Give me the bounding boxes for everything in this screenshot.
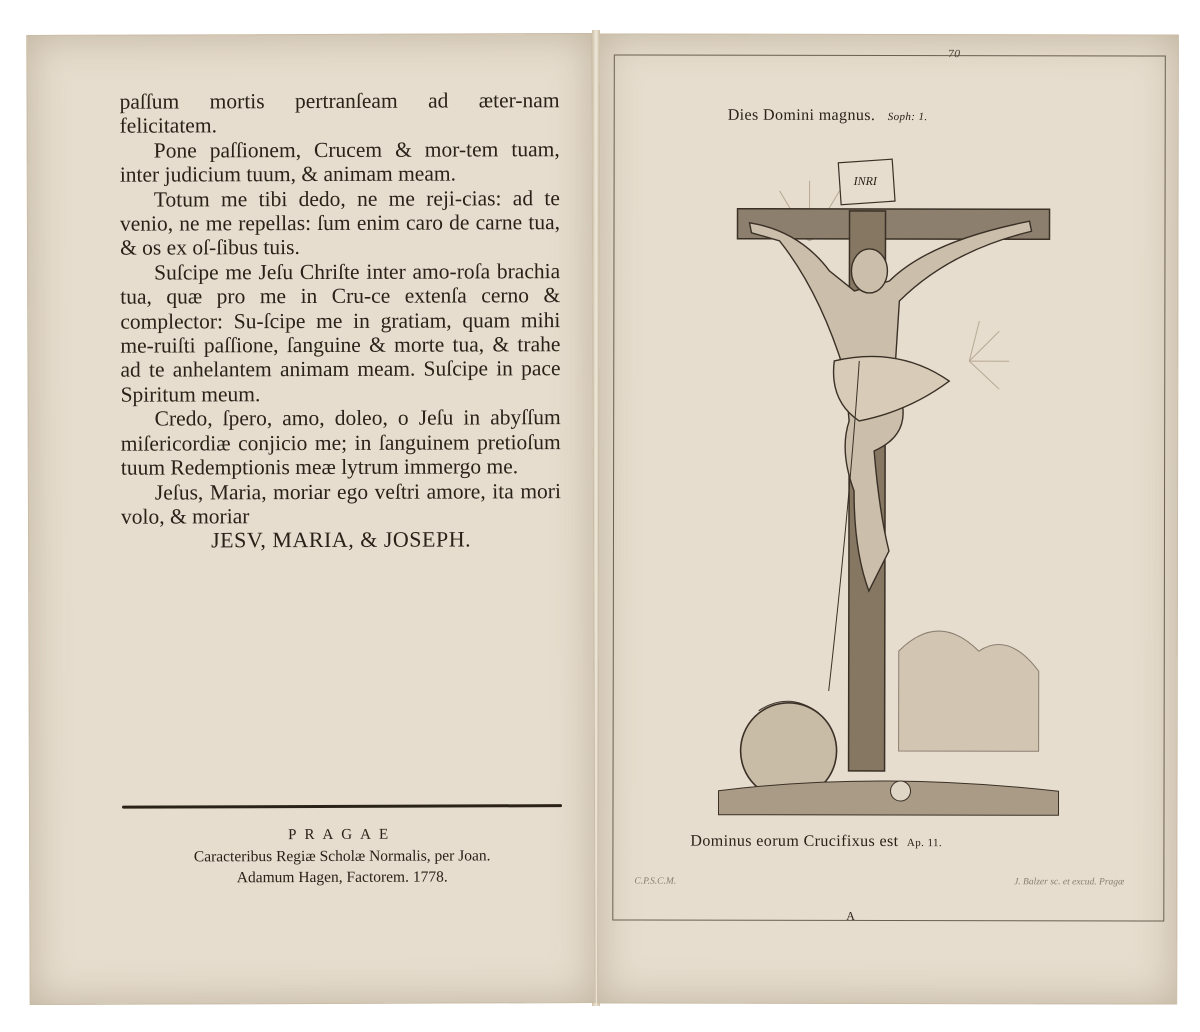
caption-top-ref: Soph: 1. <box>887 110 928 124</box>
christ-figure <box>749 221 1032 591</box>
paragraph-6: Jeſus, Maria, moriar ego veſtri amore, ita mori volo, & moriar <box>120 478 561 529</box>
closing-line: JESV, MARIA, & JOSEPH. <box>211 526 472 553</box>
engraver-signatures <box>634 877 1124 888</box>
caption-top <box>728 107 1108 126</box>
paragraph-3: Totum me tibi dedo, ne me reji-cias: ad te venio, ne me repellas: ſum enim caro de carne tua, & os ex oſ-ſibus tuis. <box>119 185 561 261</box>
caption-top-text: Dies Domini magnus. <box>727 106 876 124</box>
paragraph-4: Suſcipe me Jeſu Chriſte inter amo-roſa brachia tua, quæ pro me in Cru-ce extenſa cerno & complector: Su-ſcipe me in gratiam, quam mihi me-ruiſti paſſione, ſanguine & morte tua, & trahe ad te anhelantem animam meam. Suſcipe in pace Spiritum meum. <box>120 258 561 407</box>
skull <box>891 781 911 801</box>
caption-bottom-text: Dominus eorum Crucifixus est <box>690 832 899 851</box>
imprint-line-1: Caracteribus Regiæ Scholæ Normalis, per Joan. <box>193 847 491 866</box>
page-number: 70 <box>947 49 961 61</box>
inri-text: INRI <box>853 173 877 188</box>
prayer-text <box>120 88 562 553</box>
signature-left: C.P.S.C.M. <box>634 876 677 887</box>
background-landscape <box>899 631 1039 751</box>
crucifixion-engraving <box>678 131 1099 822</box>
caption-bottom <box>690 833 1110 852</box>
imprint-city: PRAGAE <box>288 826 397 844</box>
divider-rule <box>122 804 562 809</box>
right-page <box>597 33 1179 1004</box>
paragraph-5: Credo, ſpero, amo, doleo, o Jeſu in abyſſum miſericordiæ conjicio me; in ſanguinem pretioſum tuum Redemptionis meæ lytrum immergo me. <box>120 405 561 480</box>
ground <box>718 781 1058 816</box>
sun-rays <box>969 321 1009 389</box>
paragraph-2: Pone paſſionem, Crucem & mor-tem tuam, inter judicium tuum, & animam meam. <box>119 136 560 187</box>
imprint <box>122 824 562 889</box>
caption-bottom-ref: Ap. 11. <box>906 837 943 850</box>
left-page <box>26 33 595 1005</box>
signature-letter: A <box>846 908 855 923</box>
imprint-line-2: Adamum Hagen, Factorem. 1778. <box>236 868 448 887</box>
signature-right: J. Balzer sc. et excud. Pragæ <box>1014 877 1125 888</box>
paragraph-1: paſſum mortis pertranſeam ad æter-nam felicitatem. <box>119 88 560 139</box>
